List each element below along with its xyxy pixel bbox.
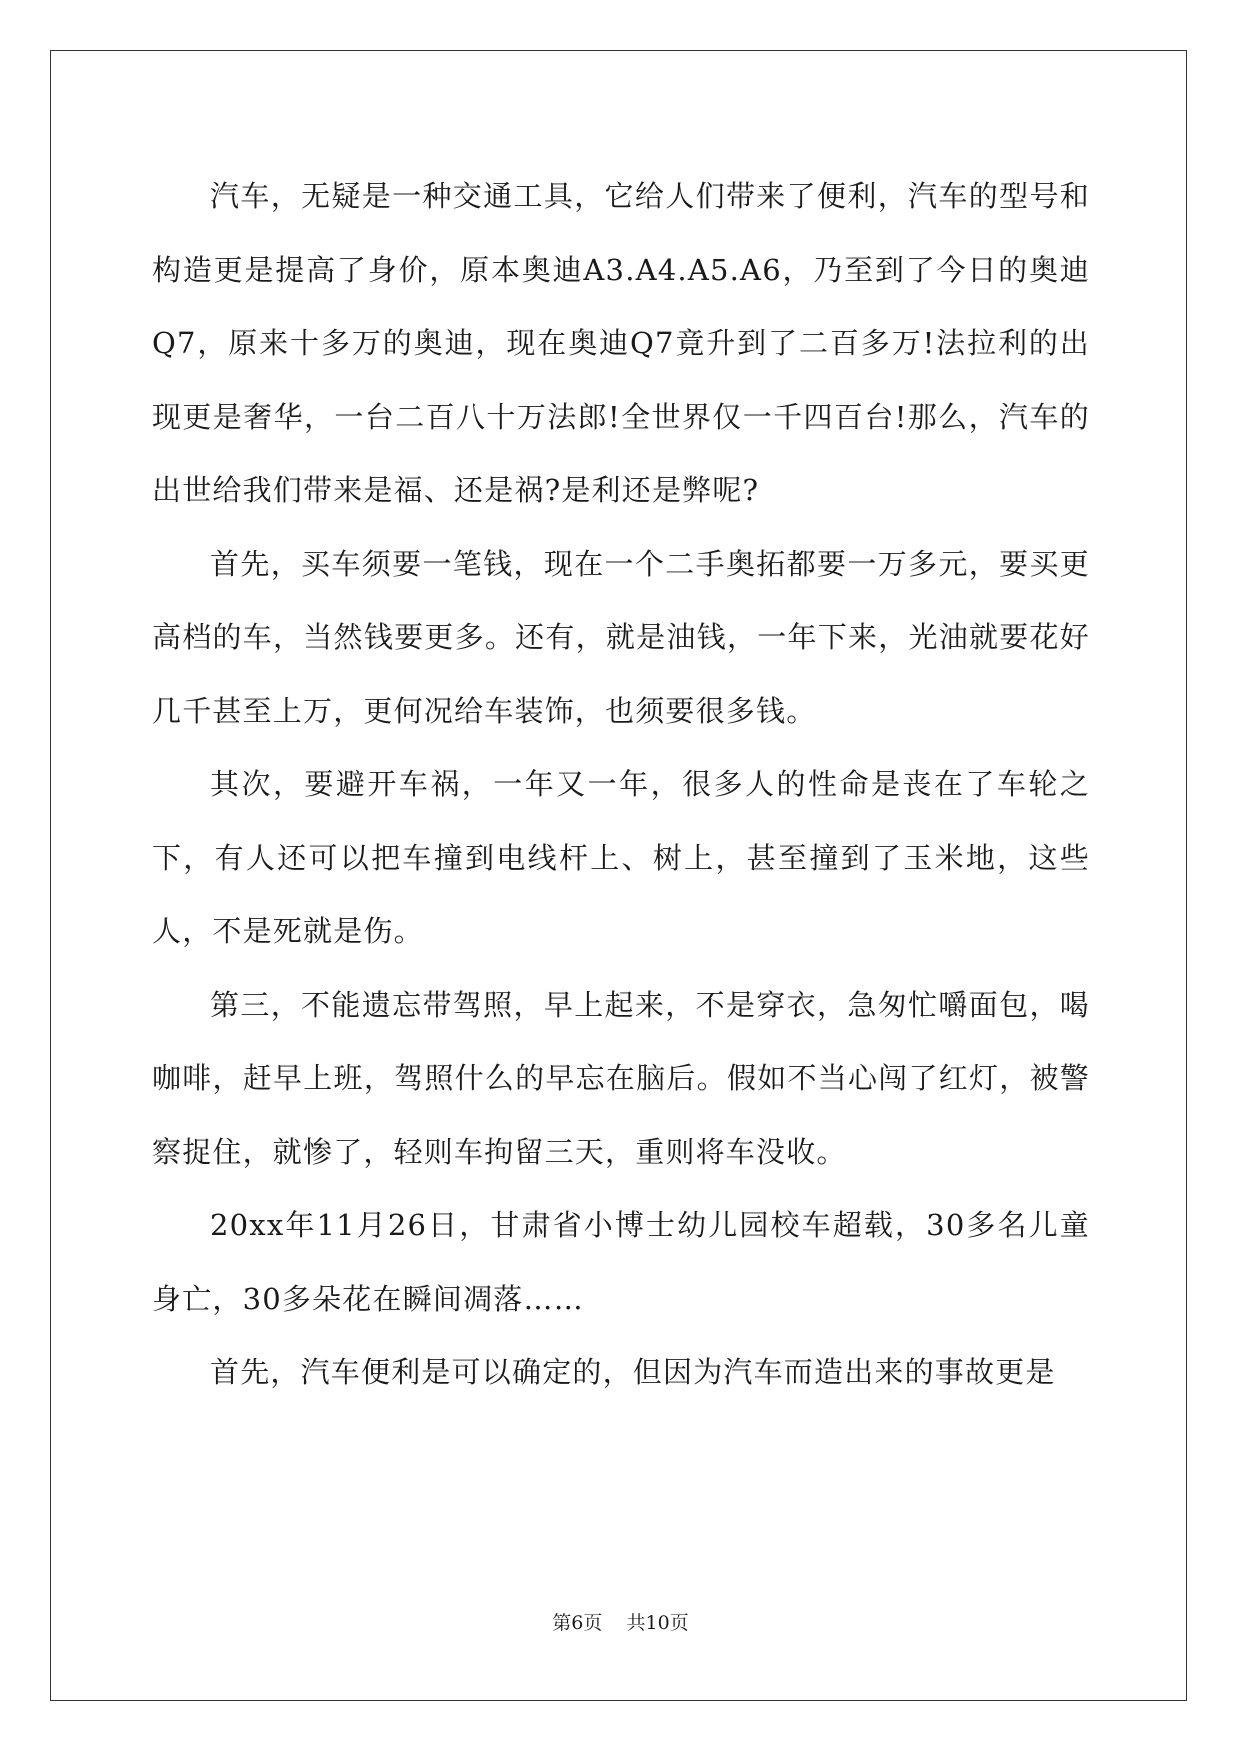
paragraph-3: 其次，要避开车祸，一年又一年，很多人的性命是丧在了车轮之下，有人还可以把车撞到电线杆上、树上，甚至撞到了玉米地，这些人，不是死就是伤。 <box>152 767 1090 948</box>
page-total: 共10页 <box>626 1612 689 1634</box>
page-number: 第6页 <box>552 1612 603 1634</box>
paragraph-1: 汽车，无疑是一种交通工具，它给人们带来了便利，汽车的型号和构造更是提高了身价，原本奥迪A3.A4.A5.A6，乃至到了今日的奥迪Q7，原来十多万的奥迪，现在奥迪Q7竟升到了二百多万!法拉利的出现更是奢华，一台二百八十万法郎!全世界仅一千四百台!那么，汽车的出世给我们带来是福、还是祸?是利还是弊呢? <box>152 179 1090 507</box>
footer-spacer <box>602 1612 626 1634</box>
document-body <box>152 160 1090 1410</box>
paragraph-2: 首先，买车须要一笔钱，现在一个二手奥拓都要一万多元，要买更高档的车，当然钱要更多。还有，就是油钱，一年下来，光油就要花好几千甚至上万，更何况给车装饰，也须要很多钱。 <box>152 546 1090 728</box>
paragraph-4: 第三，不能遗忘带驾照，早上起来，不是穿衣，急匆忙嚼面包，喝咖啡，赶早上班，驾照什么的早忘在脑后。假如不当心闯了红灯，被警察捉住，就惨了，轻则车拘留三天，重则将车没收。 <box>152 987 1090 1169</box>
paragraph-6: 首先，汽车便利是可以确定的，但因为汽车而造出来的事故更是 <box>210 1355 1056 1389</box>
paragraph-5: 20xx年11月26日，甘肃省小博士幼儿园校车超载，30多名儿童身亡，30多朵花在瞬间凋落…… <box>152 1208 1090 1316</box>
page-footer <box>0 1608 1241 1635</box>
